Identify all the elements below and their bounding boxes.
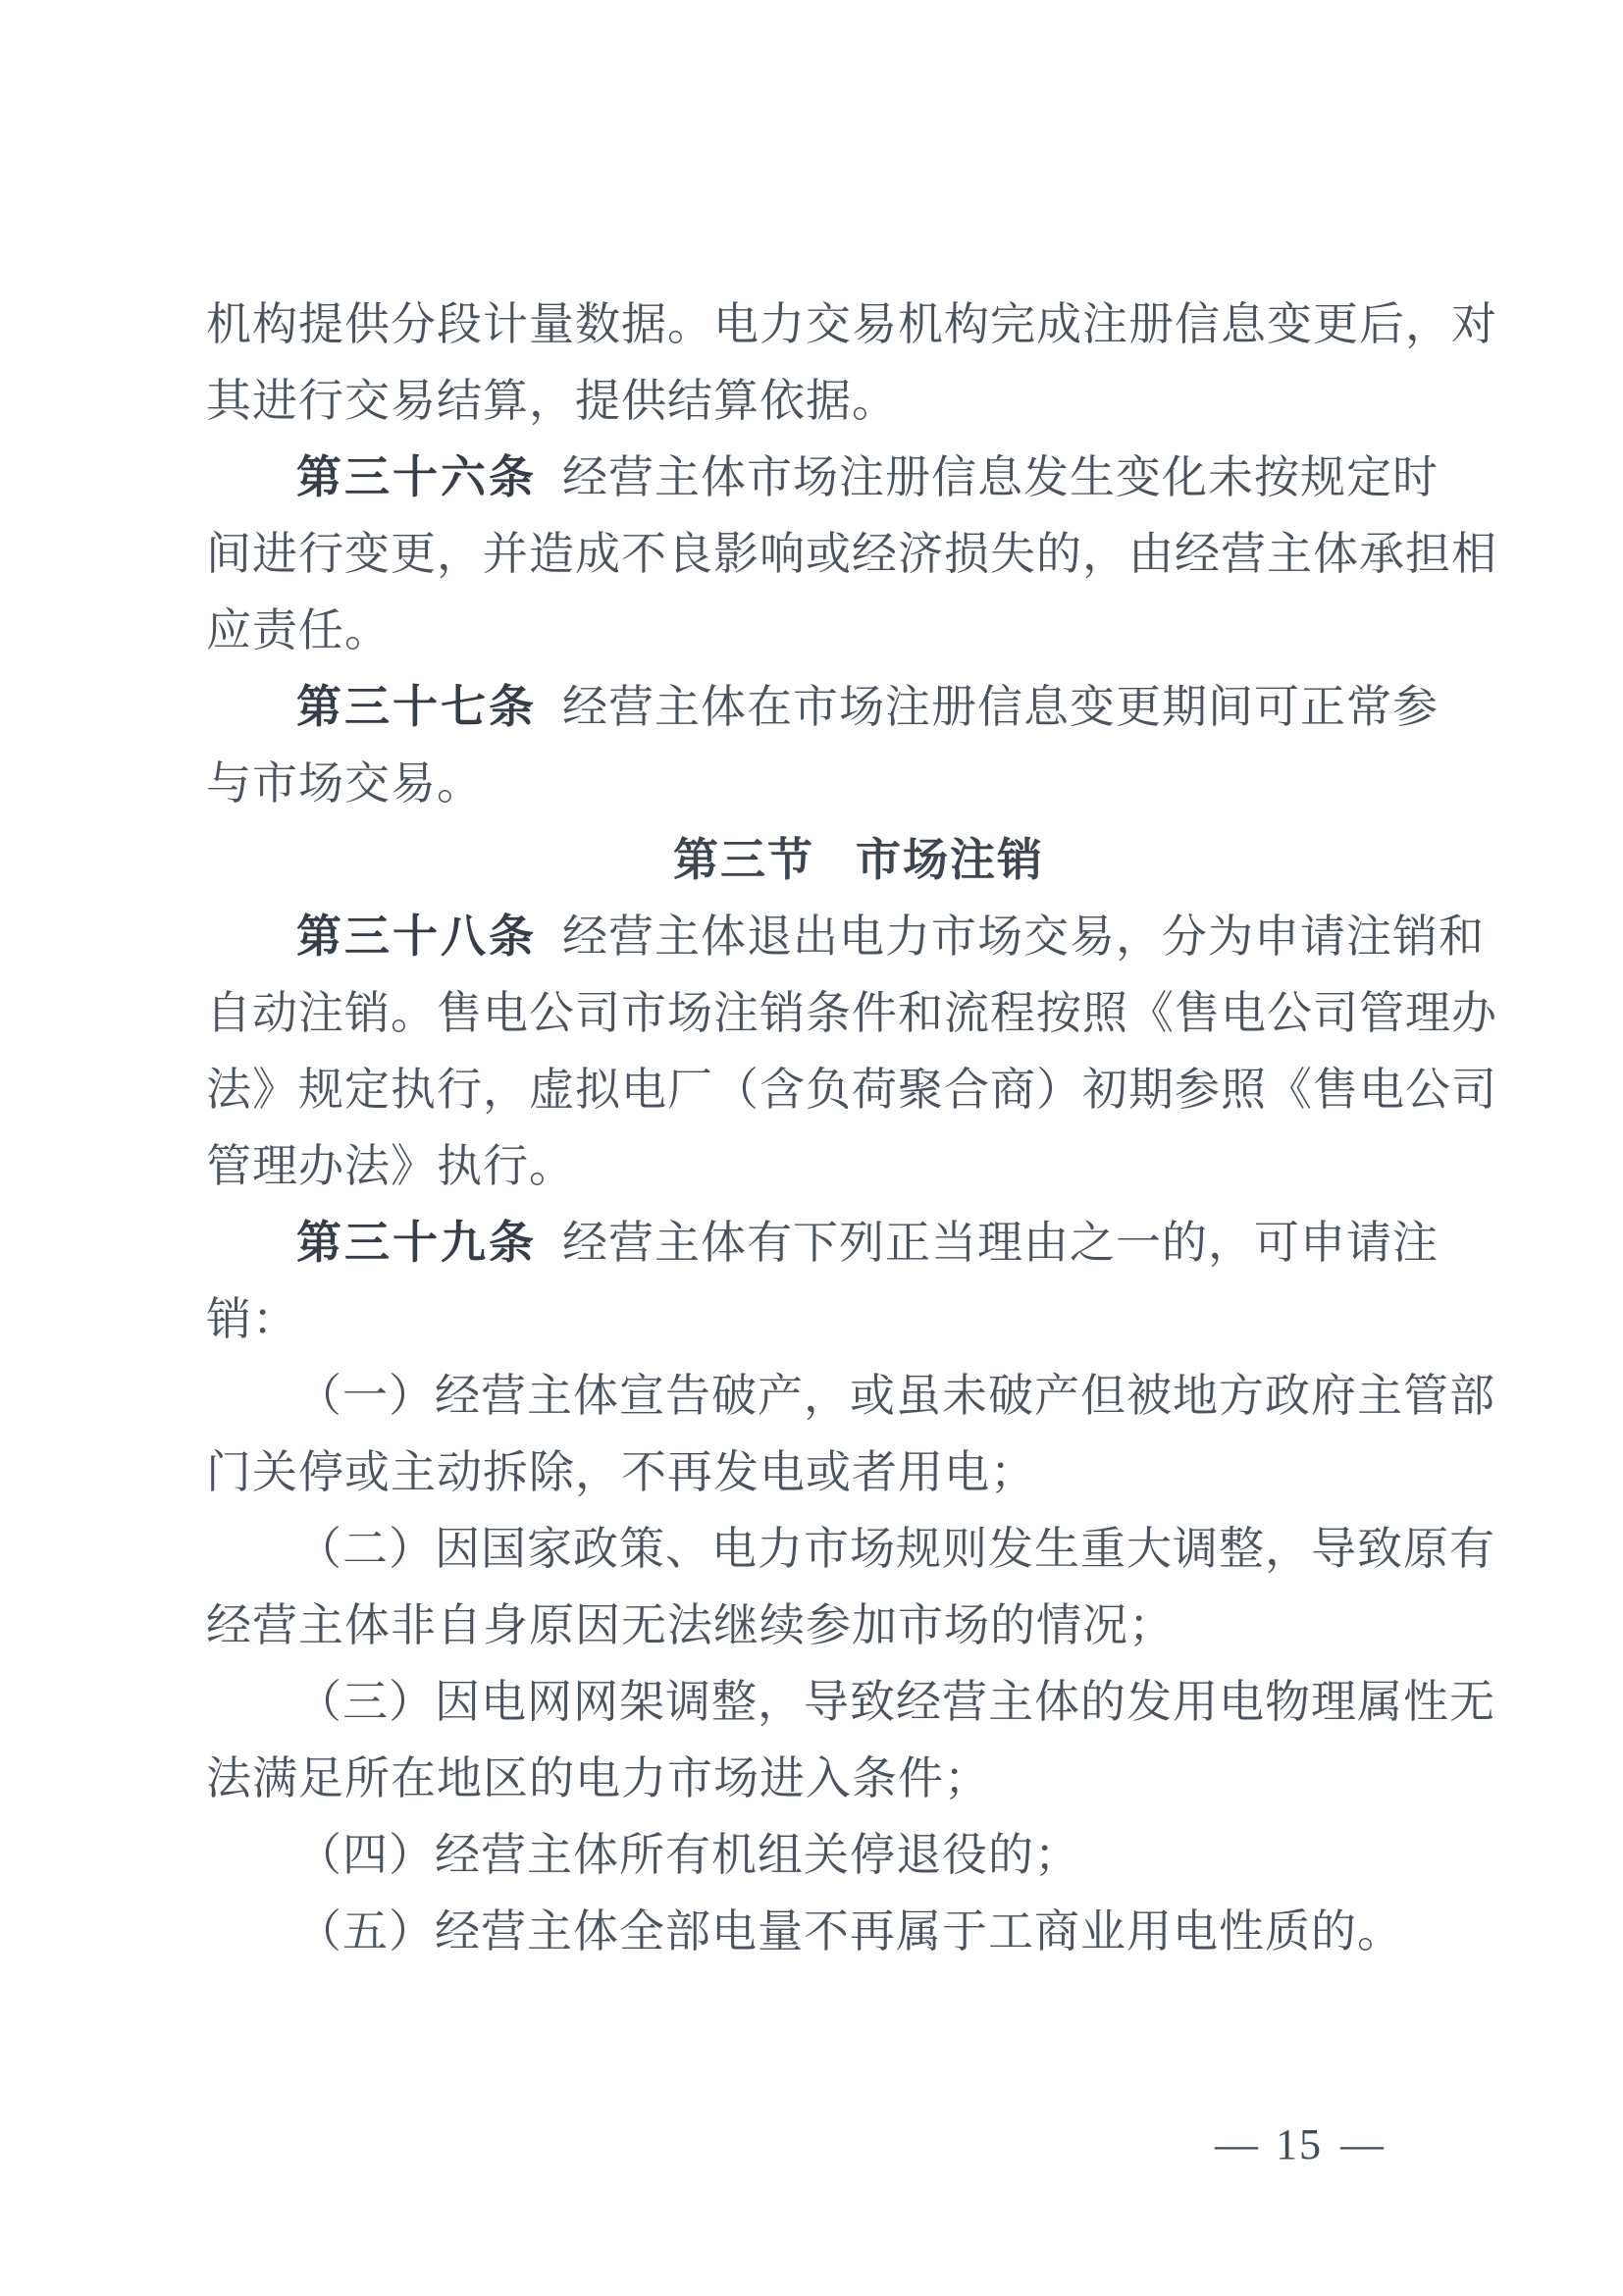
body-line: 机构提供分段计量数据。电力交易机构完成注册信息变更后，对	[206, 299, 1497, 349]
body-line: 其进行交易结算，提供结算依据。	[206, 376, 898, 426]
page-number-value: 15	[1276, 2120, 1323, 2168]
body-line: 门关停或主动拆除，不再发电或者用电；	[206, 1447, 1036, 1497]
clause-item-3: （三）因电网网架调整，导致经营主体的发用电物理属性无	[296, 1677, 1495, 1727]
article-36-line	[206, 440, 1511, 516]
article-38-text: 经营主体退出电力市场交易，分为申请注销和	[562, 912, 1485, 962]
clause-item-5: （五）经营主体全部电量不再属于工商业用电性质的。	[296, 1906, 1403, 1957]
body-line: 应责任。	[206, 605, 391, 655]
article-36-number: 第三十六条	[296, 452, 537, 502]
body-line: 法》规定执行，虚拟电厂（含负荷聚合商）初期参照《售电公司	[206, 1065, 1497, 1115]
article-36-text: 经营主体市场注册信息发生变化未按规定时	[562, 452, 1439, 502]
body-line: 销：	[206, 1294, 298, 1344]
body-line: 法满足所在地区的电力市场进入条件；	[206, 1753, 990, 1803]
clause-item-4: （四）经营主体所有机组关停退役的；	[296, 1830, 1080, 1880]
article-37-line	[206, 669, 1511, 746]
page-number	[1215, 2115, 1384, 2174]
body-line: 间进行变更，并造成不良影响或经济损失的，由经营主体承担相	[206, 529, 1497, 579]
page-number-dash-right: —	[1340, 2120, 1384, 2168]
document-body	[206, 287, 1511, 1970]
clause-item-1: （一）经营主体宣告破产，或虽未破产但被地方政府主管部	[296, 1371, 1495, 1421]
body-line: 经营主体非自身原因无法继续参加市场的情况；	[206, 1600, 1175, 1650]
article-39-text: 经营主体有下列正当理由之一的，可申请注	[562, 1218, 1439, 1268]
body-line: 管理办法》执行。	[206, 1141, 575, 1191]
section-title: 市场注销	[856, 835, 1044, 885]
article-39-number: 第三十九条	[296, 1218, 537, 1268]
article-37-text: 经营主体在市场注册信息变更期间可正常参	[562, 682, 1439, 732]
article-37-number: 第三十七条	[296, 682, 537, 732]
page-number-dash-left: —	[1215, 2120, 1258, 2168]
body-line: 与市场交易。	[206, 758, 483, 809]
body-line: 自动注销。售电公司市场注销条件和流程按照《售电公司管理办	[206, 988, 1497, 1038]
article-38-line	[206, 899, 1511, 975]
section-3-heading	[206, 822, 1511, 899]
clause-item-2: （二）因国家政策、电力市场规则发生重大调整，导致原有	[296, 1524, 1495, 1574]
article-39-line	[206, 1205, 1511, 1281]
section-number: 第三节	[673, 835, 814, 885]
article-38-number: 第三十八条	[296, 912, 537, 962]
